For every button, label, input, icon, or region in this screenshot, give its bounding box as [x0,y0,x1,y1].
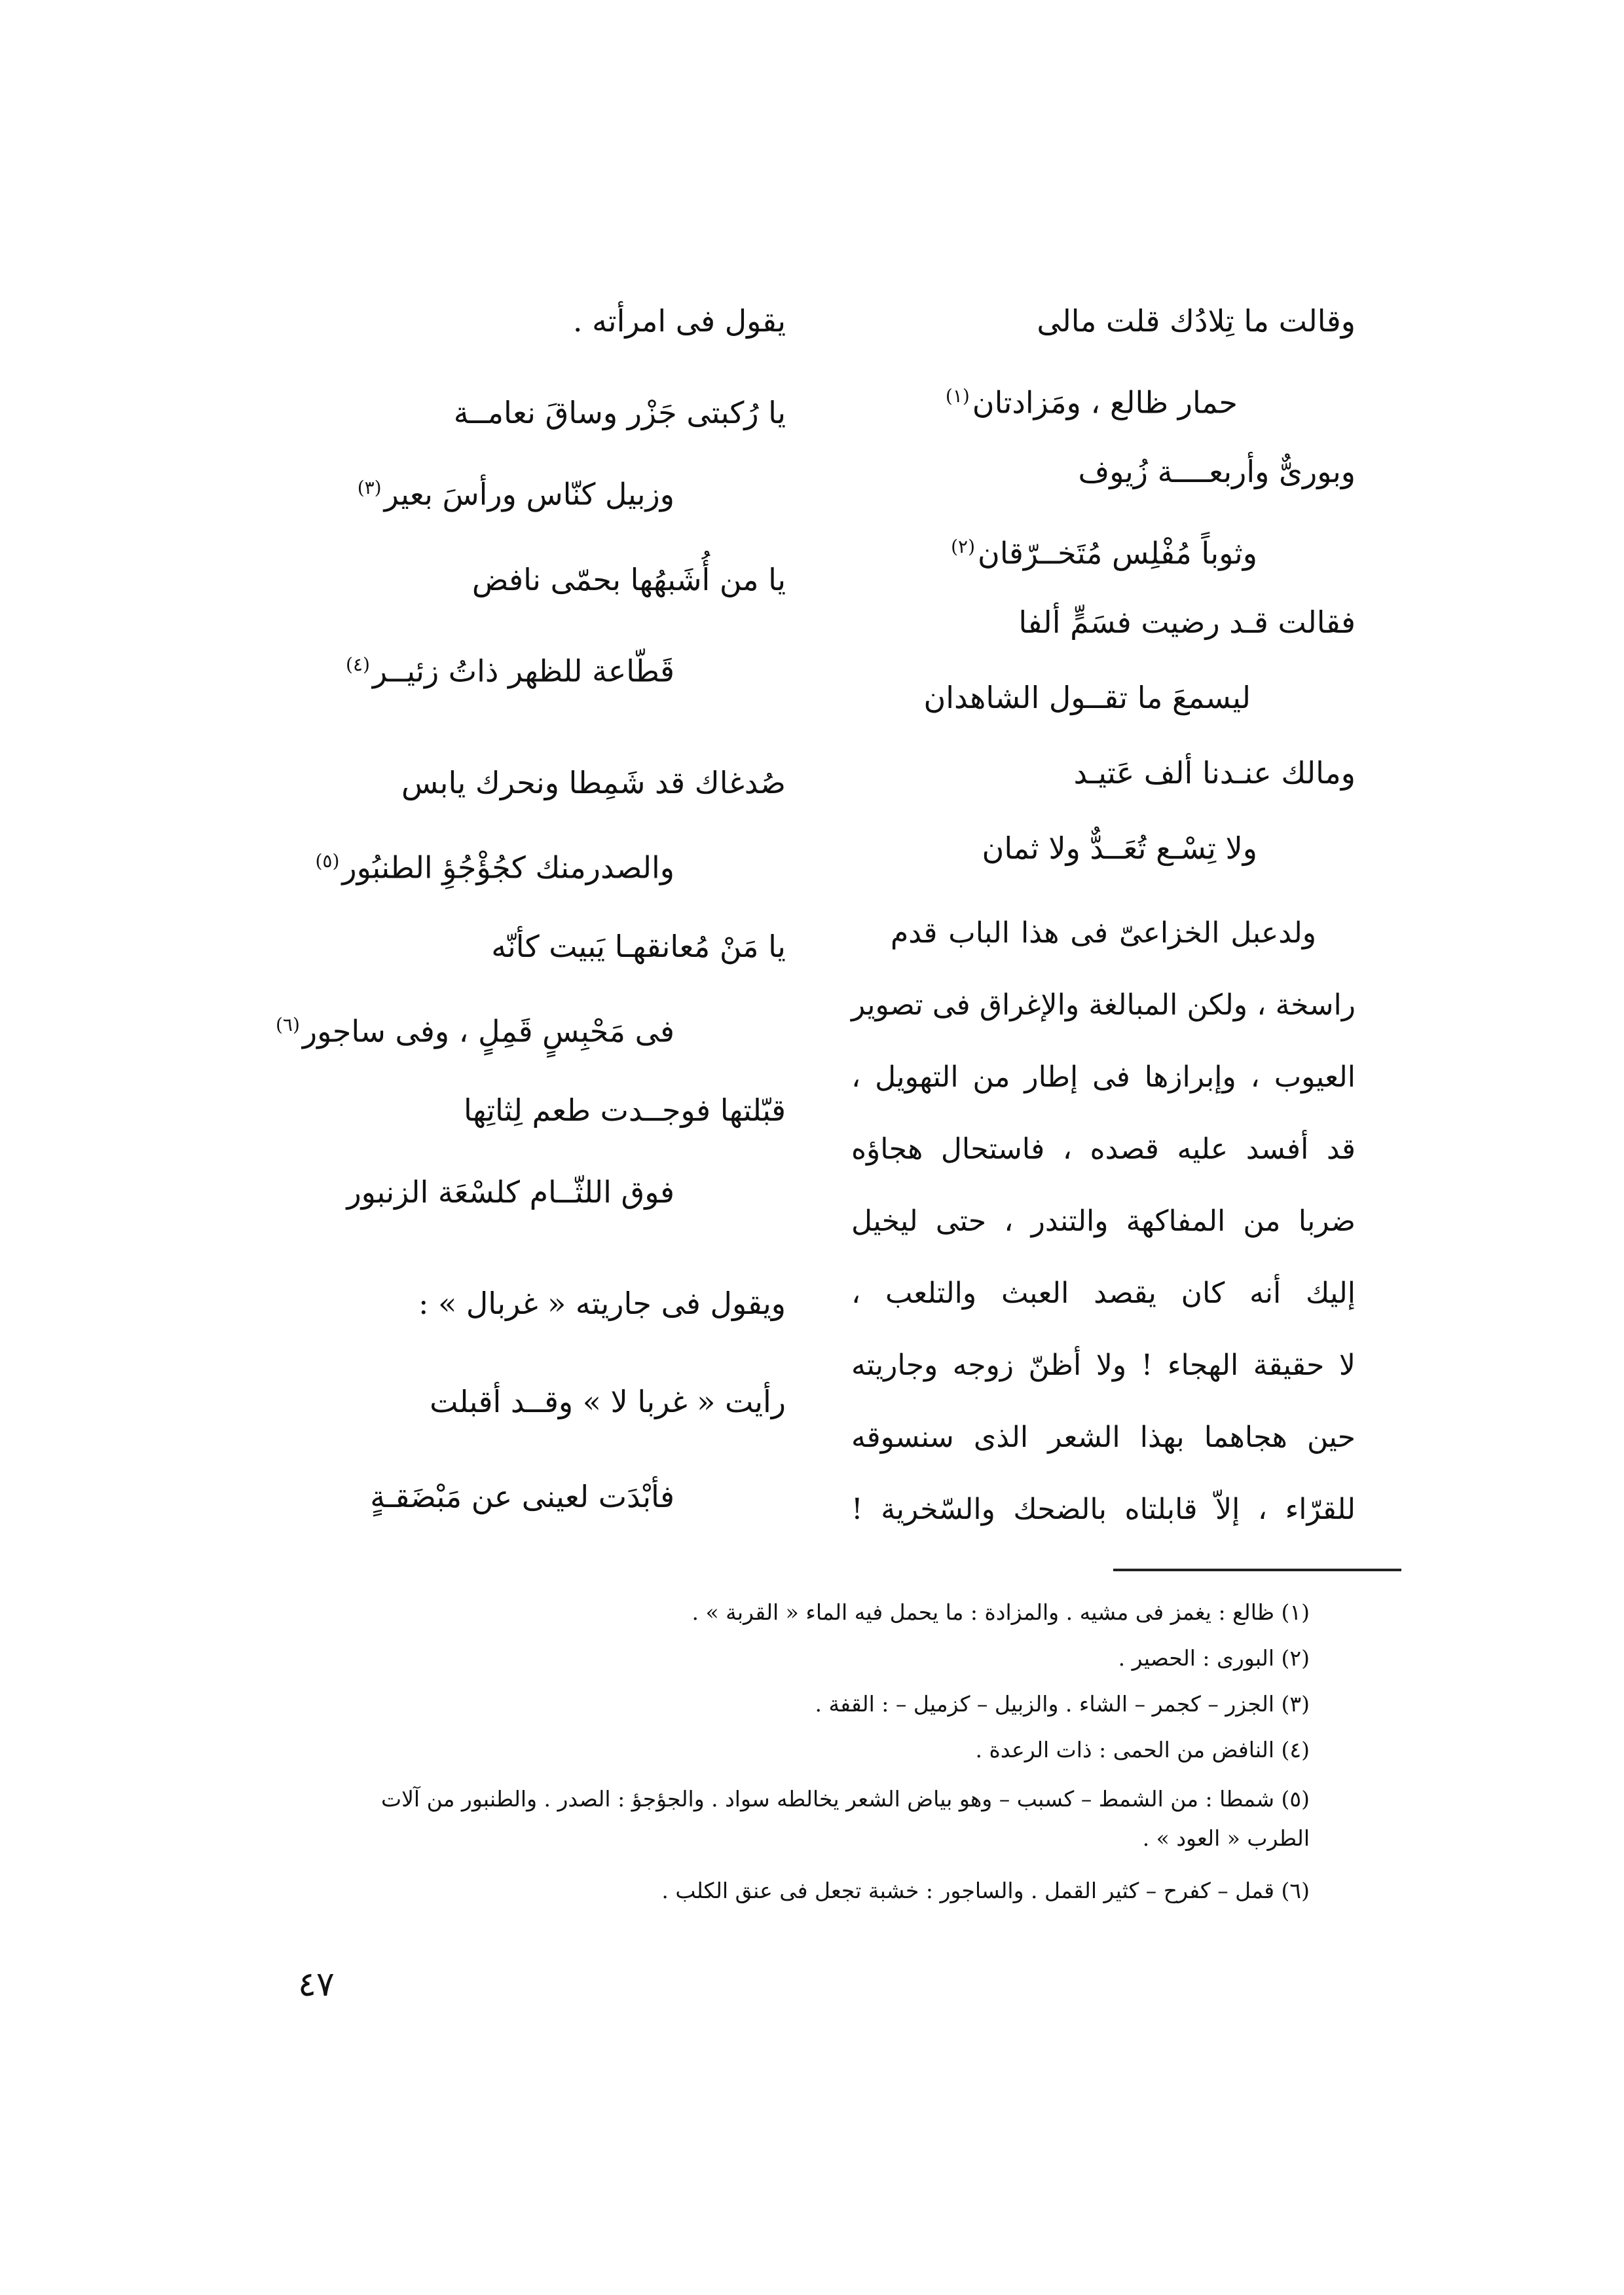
poem-line: فأبْدَت لعينى عن مَبْضَقـةٍ [370,1479,674,1514]
footnote: (٦) قمل – كفرح – كثير القمل . والساجور : خشبة تجعل فى عنق الكلب . [661,1878,1310,1903]
footnote-ref: (٥) [315,850,340,872]
footnote-ref: (١) [945,385,970,407]
prose-line: لا حقيقة الهجاء ! ولا أظنّ زوجه وجاريته [851,1349,1356,1382]
poem-line: صُدغاك قد شَمِطا ونحرك يابس [401,765,786,800]
footnote-ref: (٢) [951,536,976,557]
poem-line: يا رُكبتى جَزْر وساقَ نعامــة [453,395,786,430]
prose-line: للقرّاء ، إلاّ قابلتاه بالضحك والسّخرية ! [851,1493,1356,1526]
poem-line: ولا تِسْـع تُعَــدٌّ ولا ثمان [982,830,1257,866]
poem-line: ليسمعَ ما تقــول الشاهدان [923,680,1251,715]
footnote-ref: (٤) [346,654,370,675]
footnote: (١) ظالع : يغمز فى مشيه . والمزادة : ما يحمل فيه الماء « القربة » . [692,1599,1310,1625]
footnote: (٤) النافض من الحمى : ذات الرعدة . [975,1737,1310,1763]
poem-line: قبّلتها فوجــدت طعم لِثاتِها [463,1092,786,1128]
poem-line: حمار ظالع ، ومَزادتان$^{(١)}$ [945,384,1238,420]
prose-line: إليك أنه كان يقصد العبث والتلعب ، [851,1277,1356,1310]
prose-line: ولدعبل الخزاعىّ فى هذا الباب قدم [891,916,1316,950]
page-number: ٤٧ [298,1965,335,2004]
footnote-ref: (٣) [357,477,382,498]
footnote-ref: (٦) [275,1014,300,1036]
poem-line: فقالت قـد رضيت فسَمٍّ ألفا [1018,605,1356,640]
poem-line: وقالت ما تِلادُك قلت مالى [1037,303,1356,339]
footnote-divider [1113,1569,1401,1571]
poem-line: يا مَنْ مُعانقهـا يَبيت كأنّه [491,929,786,964]
poem-line: وزبيل كنّاس ورأسَ بعير$^{(٣)}$ [357,476,674,512]
prose-line: قد أفسد عليه قصده ، فاستحال هجاؤه [851,1132,1356,1166]
footnote: (٥) شمطا : من الشمط – كسبب – وهو بياض الشعر يخالطه سواد . والجؤجؤ : الصدر . والطنبور من آلات [381,1786,1310,1812]
poem-line: فوق اللثّــام كلسْعَة الزنبور [346,1174,674,1210]
poem-line: وثوباً مُفْلِس مُتَخــرّقان$^{(٢)}$ [951,535,1257,571]
prose-line: حين هجاهما بهذا الشعر الذى سنسوقه [851,1421,1356,1454]
footnote: الطرب « العود » . [1142,1825,1310,1851]
poem-line: يا من أُشَبهُها بحمّى نافض [471,562,786,597]
poem-line: والصدرمنك كجُؤْجُؤِ الطنبُور$^{(٥)}$ [315,849,674,886]
prose-line: ضربا من المفاكهة والتندر ، حتى ليخيل [851,1204,1356,1238]
footnote: (٢) البورى : الحصير . [1118,1645,1310,1671]
poem-line: رأيت « غربا لا » وقــد أقبلت [430,1384,786,1419]
section-heading: ويقول فى جاريته « غربال » : [418,1286,786,1321]
poem-line: وبورىٌّ وأربعــــة زُيوف [1078,454,1356,489]
poem-line: ومالك عنـدنا ألف عَتيـد [1073,755,1356,791]
poem-line: قَطّاعة للظهر ذاتُ زئيــر$^{(٤)}$ [346,653,674,689]
section-heading: يقول فى امرأته . [572,303,786,339]
poem-line: فى مَحْبِسٍ قَمِلٍ ، وفى ساجور$^{(٦)}$ [275,1013,674,1049]
prose-line: العيوب ، وإبرازها فى إطار من التهويل ، [851,1060,1356,1094]
footnote: (٣) الجزر – كجمر – الشاء . والزبيل – كزميل – : القفة . [815,1691,1310,1717]
prose-line: راسخة ، ولكن المبالغة والإغراق فى تصوير [851,988,1356,1022]
